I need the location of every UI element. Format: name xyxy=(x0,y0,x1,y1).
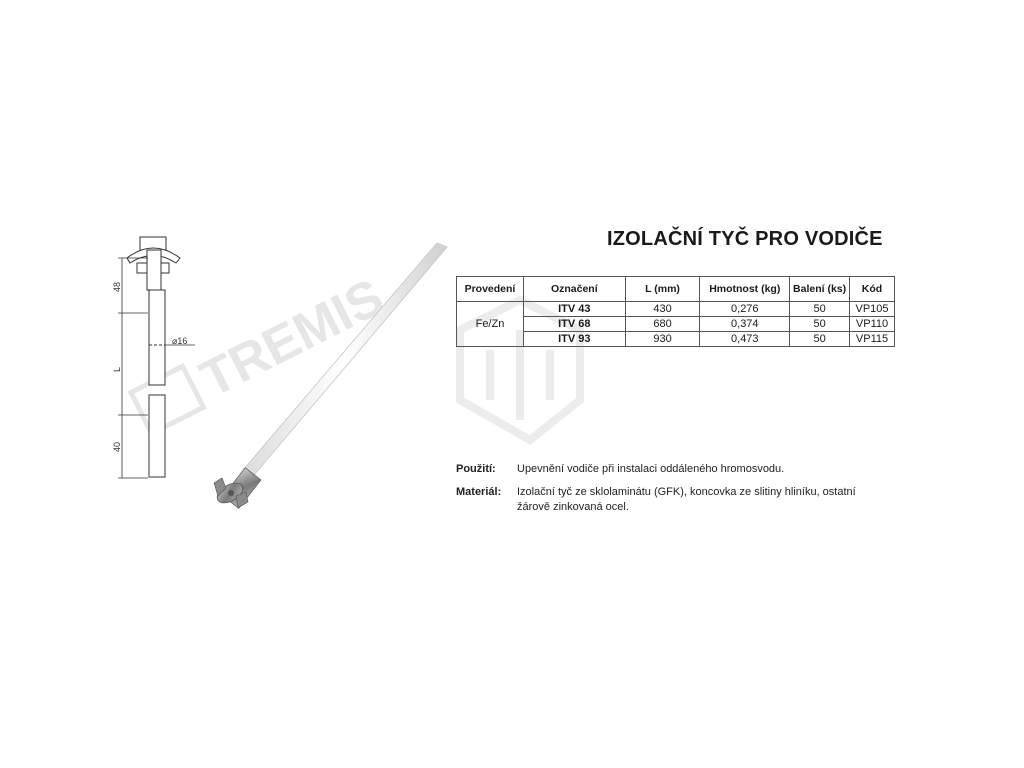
dim-40: 40 xyxy=(112,441,122,452)
weight-cell: 0,276 xyxy=(700,302,790,317)
spec-table xyxy=(456,276,895,347)
kod-cell: VP115 xyxy=(850,332,895,347)
pack-cell: 50 xyxy=(790,302,850,317)
watermark-text: TREMIS xyxy=(191,268,393,409)
weight-cell: 0,374 xyxy=(700,317,790,332)
header-kod: Kód xyxy=(850,277,895,302)
table-row xyxy=(457,302,895,317)
length-cell: 930 xyxy=(625,332,700,347)
code-cell: ITV 43 xyxy=(523,302,625,317)
header-length: L (mm) xyxy=(625,277,700,302)
dim-l: L xyxy=(112,366,122,372)
weight-cell: 0,473 xyxy=(700,332,790,347)
material-section xyxy=(456,485,897,517)
usage-label: Použití: xyxy=(456,463,496,475)
material-text: Izolační tyč ze sklolaminátu (GFK), koncovka ze slitiny hliníku, ostatní žárově zinkovaná ocel. xyxy=(517,486,856,513)
header-provedeni: Provedení xyxy=(457,277,524,302)
page-title: IZOLAČNÍ TYČ PRO VODIČE xyxy=(607,228,883,250)
header-pack: Balení (ks) xyxy=(790,277,850,302)
dim-48: 48 xyxy=(112,281,122,292)
code-cell: ITV 93 xyxy=(523,332,625,347)
material-label: Materiál: xyxy=(456,486,502,498)
length-cell: 680 xyxy=(625,317,700,332)
table-header-row xyxy=(457,277,895,302)
code-cell: ITV 68 xyxy=(523,317,625,332)
usage-section xyxy=(456,462,897,478)
kod-cell: VP110 xyxy=(850,317,895,332)
dim-diameter: ⌀16 xyxy=(172,336,188,346)
length-cell: 430 xyxy=(625,302,700,317)
usage-text: Upevnění vodiče při instalaci oddáleného hromosvodu. xyxy=(517,463,785,475)
provedeni-cell: Fe/Zn xyxy=(457,302,524,347)
header-oznaceni: Označení xyxy=(523,277,625,302)
fiberglass-rod xyxy=(243,243,447,475)
pack-cell: 50 xyxy=(790,332,850,347)
header-weight: Hmotnost (kg) xyxy=(700,277,790,302)
pack-cell: 50 xyxy=(790,317,850,332)
kod-cell: VP105 xyxy=(850,302,895,317)
